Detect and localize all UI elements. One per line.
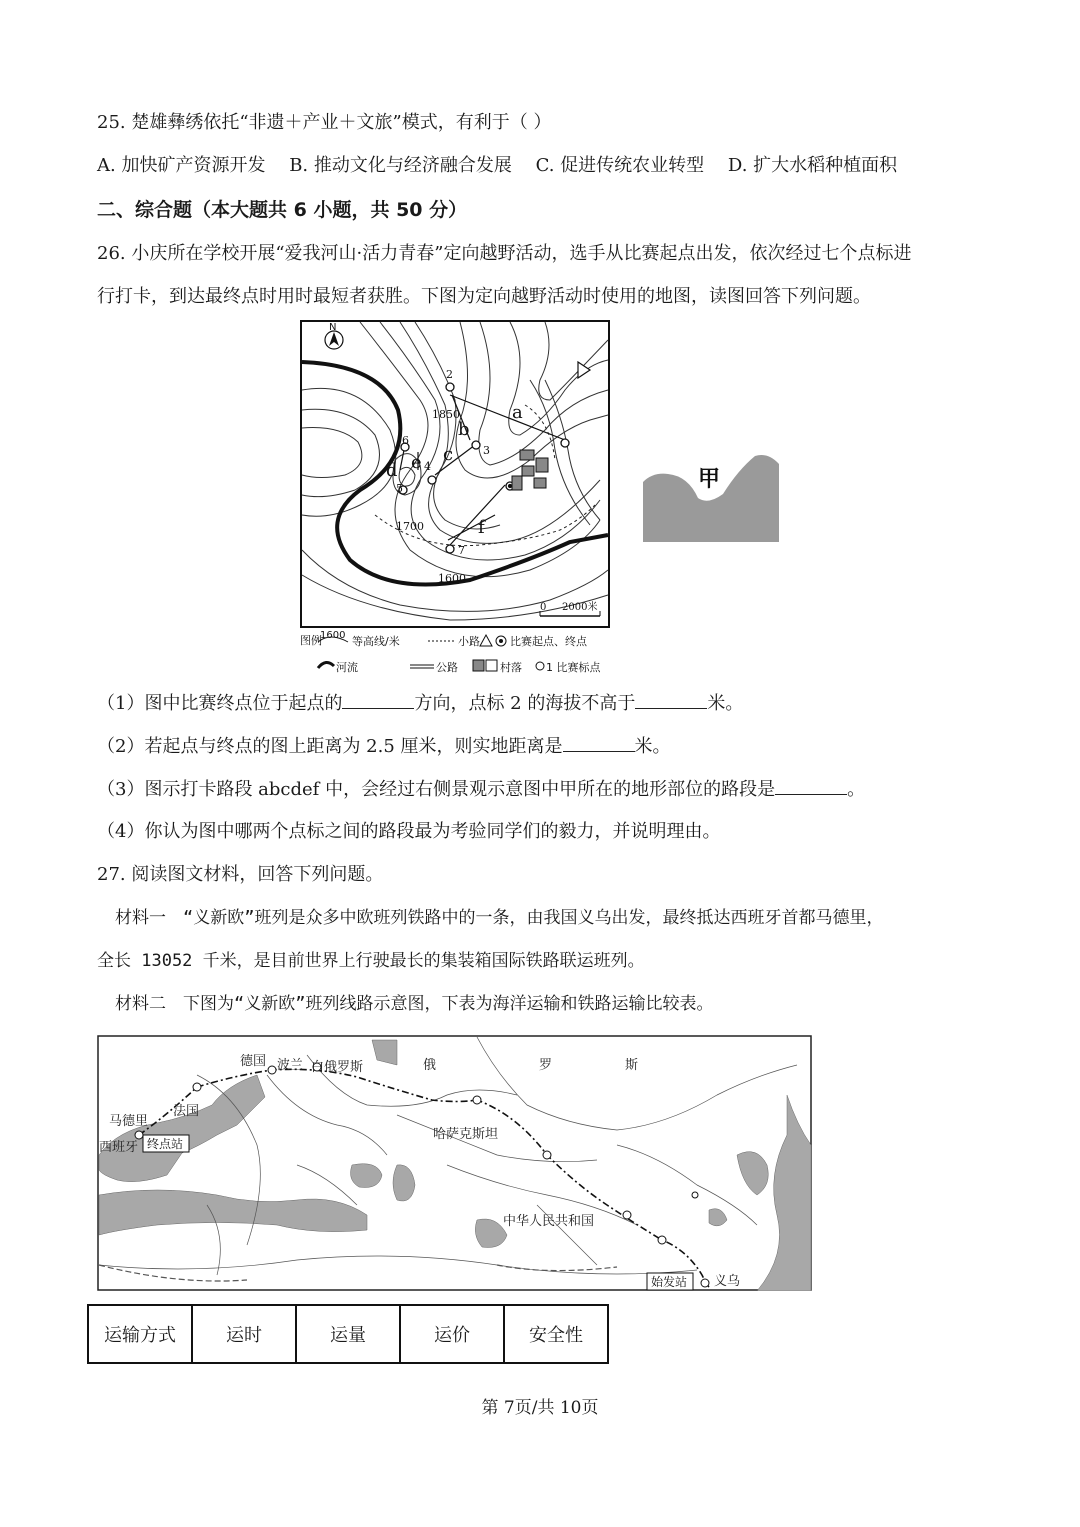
q26-sub2-text-a: （2）若起点与终点的图上距离为 2.5 厘米，则实地距离是 xyxy=(97,736,563,757)
legend-road: 公路 xyxy=(436,661,458,674)
legend-river: 河流 xyxy=(336,661,358,674)
table-header-cell: 运价 xyxy=(400,1305,504,1363)
table-header-cell: 安全性 xyxy=(504,1305,608,1363)
checkpoint-5: 5 xyxy=(396,482,403,495)
q26-sub3-text-a: （3）图示打卡路段 abcdef 中，会经过右侧景观示意图中甲所在的地形部位的路段是 xyxy=(97,779,776,800)
topographic-map xyxy=(300,320,610,628)
legend-village: 村落 xyxy=(500,661,522,674)
q26-sub2-text-b: 米。 xyxy=(634,736,671,757)
q26-sub1-text-c: 米。 xyxy=(707,693,744,714)
answer-blank[interactable] xyxy=(775,776,847,795)
q26-sub2 xyxy=(97,733,671,760)
q26-sub3-text-b: 。 xyxy=(847,779,866,800)
segment-b: b xyxy=(458,419,470,440)
elevation-1700: 1700 xyxy=(396,520,424,533)
transport-comparison-table xyxy=(87,1304,609,1364)
q25-option-c: C. 促进传统农业转型 xyxy=(535,155,705,176)
table-header-cell: 运时 xyxy=(192,1305,296,1363)
checkpoint-7: 7 xyxy=(458,544,465,557)
checkpoint-4: 4 xyxy=(424,460,431,473)
legend-marker: 1 比赛标点 xyxy=(546,661,601,674)
q26-stem-line2: 行打卡，到达最终点时用时最短者获胜。下图为定向越野活动时使用的地图，读图回答下列问题。 xyxy=(97,286,871,307)
legend-trail: 小路 xyxy=(458,635,480,648)
segment-d: d xyxy=(386,460,398,481)
rail-route-map xyxy=(97,1035,812,1291)
checkpoint-6: 6 xyxy=(402,434,409,447)
answer-blank[interactable] xyxy=(635,690,707,709)
label-china: 中华人民共和国 xyxy=(503,1214,595,1229)
checkpoint-2: 2 xyxy=(446,368,453,381)
side-view-label: 甲 xyxy=(698,466,721,492)
label-madrid: 马德里 xyxy=(109,1114,149,1129)
q26-sub1-text-b: 方向，点标 2 的海拔不高于 xyxy=(414,693,636,714)
label-france: 法国 xyxy=(173,1104,200,1119)
segment-a: a xyxy=(512,402,523,423)
landscape-side-view xyxy=(643,450,779,542)
q27-material1-line2: 全长 13052 千米，是目前世界上行驶最长的集装箱国际铁路联运班列。 xyxy=(97,951,645,971)
q26-sub1-text-a: （1）图中比赛终点位于起点的 xyxy=(97,693,343,714)
q25-options xyxy=(97,153,915,179)
q27-stem: 27. 阅读图文材料，回答下列问题。 xyxy=(97,864,384,885)
q26-sub4: （4）你认为图中哪两个点标之间的路段最为考验同学们的毅力，并说明理由。 xyxy=(97,821,721,842)
map-legend xyxy=(300,628,620,678)
q25-option-a: A. 加快矿产资源开发 xyxy=(97,155,266,176)
label-spain: 西班牙 xyxy=(99,1140,139,1155)
segment-f: f xyxy=(478,517,485,538)
q26-sub1 xyxy=(97,690,743,717)
scale-zero: 0 xyxy=(540,602,547,613)
q25-option-b: B. 推动文化与经济融合发展 xyxy=(289,155,512,176)
label-belarus: 白俄罗斯 xyxy=(311,1060,364,1075)
label-russia-3: 斯 xyxy=(625,1058,639,1073)
q27-material2: 材料二 下图为“义新欧”班列线路示意图，下表为海洋运输和铁路运输比较表。 xyxy=(115,994,714,1014)
answer-blank[interactable] xyxy=(342,690,414,709)
table-header-cell: 运量 xyxy=(296,1305,400,1363)
legend-contour-sample: 1600 xyxy=(320,630,346,641)
scale-distance: 2000米 xyxy=(562,602,598,613)
table-header-row xyxy=(88,1305,608,1363)
label-yiwu: 义乌 xyxy=(714,1274,741,1289)
label-russia-2: 罗 xyxy=(539,1058,553,1073)
checkpoint-3: 3 xyxy=(483,444,490,457)
label-russia-1: 俄 xyxy=(423,1058,437,1073)
q25-option-d: D. 扩大水稻种植面积 xyxy=(727,155,898,176)
q25-stem: 25. 楚雄彝绣依托“非遗＋产业＋文旅”模式，有利于（ ） xyxy=(97,112,552,133)
label-origin: 始发站 xyxy=(651,1275,688,1289)
legend-start-end: 比赛起点、终点 xyxy=(510,635,587,648)
legend-contour: 等高线/米 xyxy=(352,635,400,648)
label-terminal: 终点站 xyxy=(147,1137,184,1151)
answer-blank[interactable] xyxy=(563,733,635,752)
q26-stem-line1: 26. 小庆所在学校开展“爱我河山·活力青春”定向越野活动，选手从比赛起点出发，依次经过七个点标进 xyxy=(97,243,912,264)
segment-e: e xyxy=(411,452,422,473)
north-label: N xyxy=(329,322,337,333)
legend-title: 图例 xyxy=(300,634,322,647)
table-header-cell: 运输方式 xyxy=(88,1305,192,1363)
elevation-1850: 1850 xyxy=(432,408,460,421)
page-number: 第 7页/共 10页 xyxy=(481,1398,599,1418)
label-poland: 波兰 xyxy=(277,1058,304,1073)
label-germany: 德国 xyxy=(240,1054,267,1069)
section-title: 二、综合题（本大题共 6 小题，共 50 分） xyxy=(97,199,468,221)
label-kazakhstan: 哈萨克斯坦 xyxy=(433,1127,499,1142)
q26-sub3 xyxy=(97,776,865,803)
q27-material1-line1: 材料一 “义新欧”班列是众多中欧班列铁路中的一条，由我国义乌出发，最终抵达西班牙首都马德里， xyxy=(115,908,884,928)
segment-c: c xyxy=(443,444,454,465)
elevation-1600: 1600 xyxy=(438,572,466,585)
